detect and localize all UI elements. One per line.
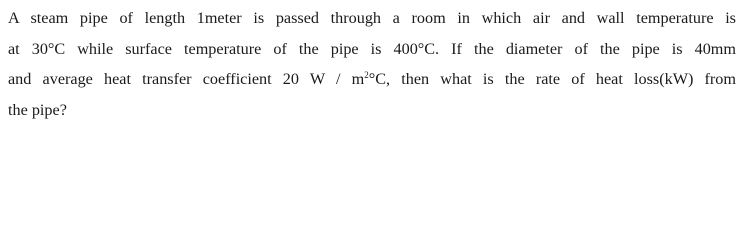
question-line-3-end: °C, then what is the rate of heat loss(kW) from (368, 70, 736, 88)
exponent-superscript: 2 (364, 70, 369, 80)
question-line-2: at 30°C while surface temperature of the pipe is 400°C. If the diameter of the pipe is 40mm (8, 39, 736, 58)
question-text (8, 3, 736, 125)
question-line-3-start: and average heat transfer coefficient 20 W / m (8, 70, 365, 88)
question-line-4: the pipe? (8, 100, 67, 119)
question-line-3 (8, 64, 736, 95)
question-line-1: A steam pipe of length 1meter is passed through a room in which air and wall temperature is (8, 9, 736, 27)
